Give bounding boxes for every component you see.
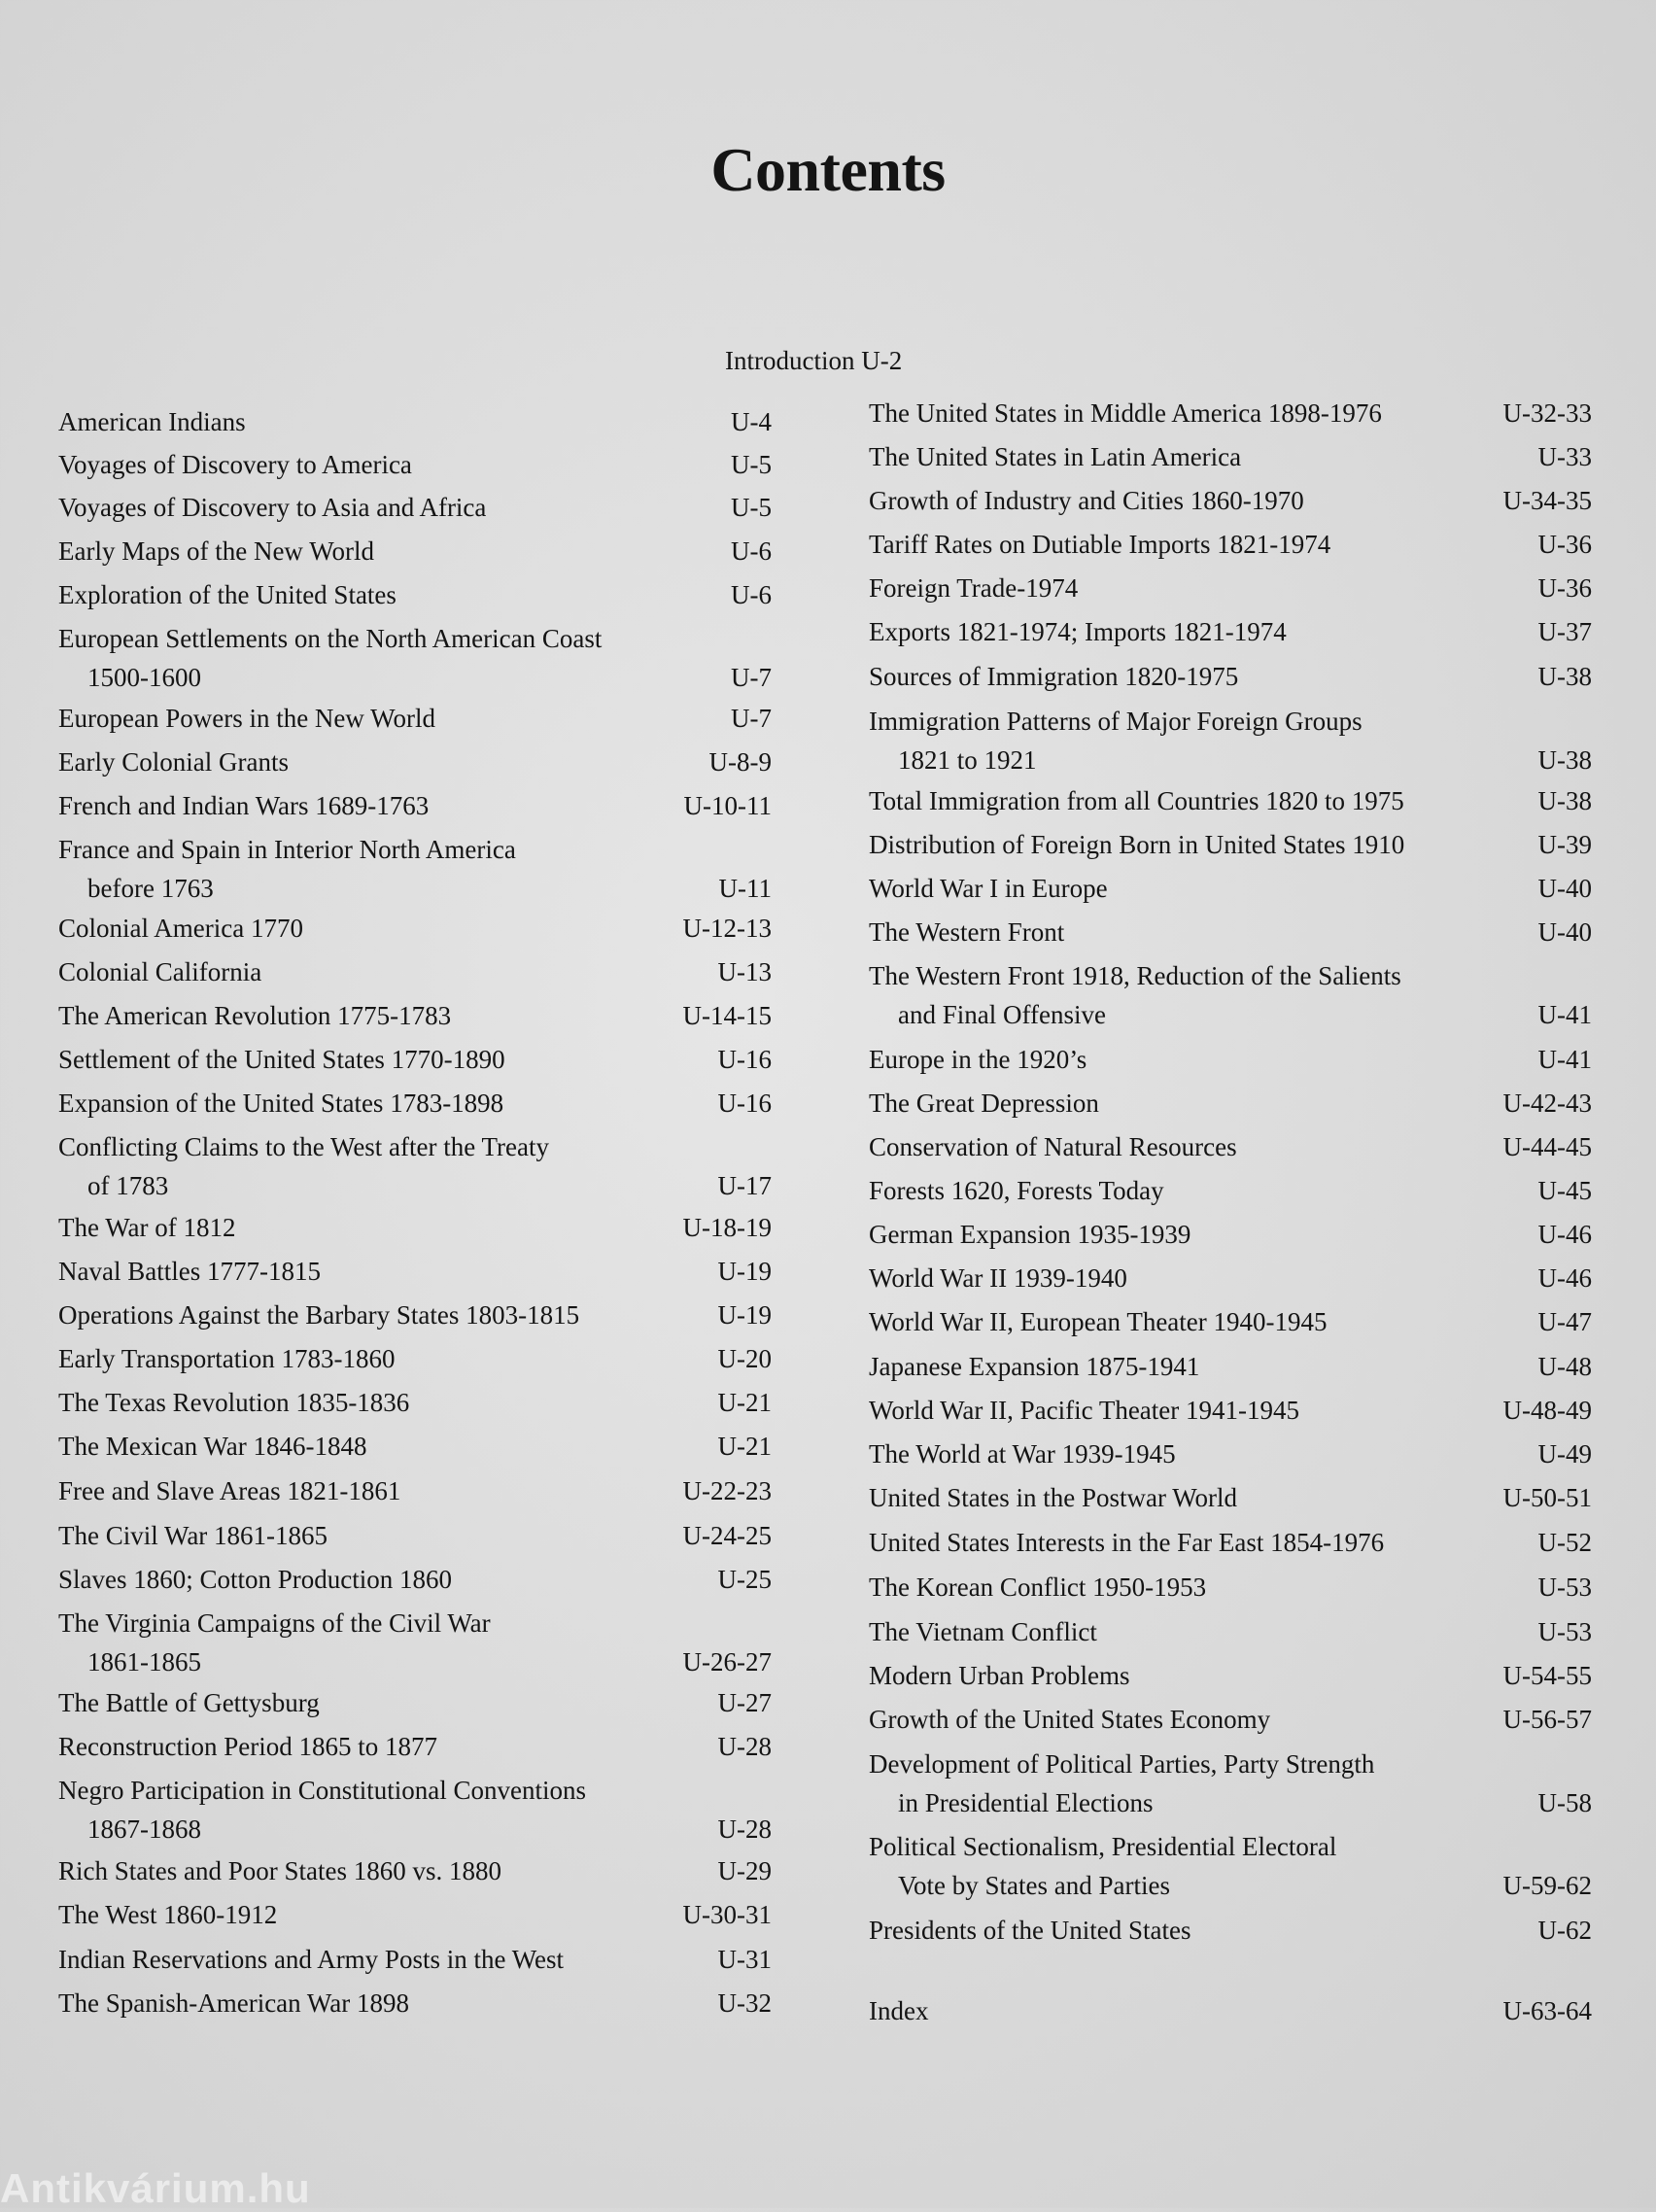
toc-entry-title-line: Early Colonial Grants bbox=[58, 747, 289, 777]
toc-entry-title-line: The Vietnam Conflict bbox=[869, 1617, 1097, 1646]
toc-entry-page: U-41 bbox=[1537, 1000, 1592, 1029]
toc-entry-title bbox=[869, 1612, 1592, 1651]
toc-entry bbox=[869, 525, 1592, 564]
toc-entry-page: U-50-51 bbox=[1502, 1483, 1592, 1512]
toc-entry-title bbox=[869, 956, 1491, 1034]
toc-entry-page: U-16 bbox=[717, 1045, 772, 1074]
toc-entry bbox=[869, 1700, 1592, 1739]
toc-entry-page: U-19 bbox=[717, 1257, 772, 1286]
toc-entry-title bbox=[58, 445, 772, 484]
toc-entry-title bbox=[869, 1656, 1592, 1695]
toc-entry-title bbox=[869, 1745, 1491, 1822]
toc-entry-title bbox=[58, 1252, 772, 1291]
toc-entry bbox=[869, 1827, 1592, 1905]
toc-entry-title-line: 1861-1865 bbox=[87, 1647, 201, 1676]
toc-entry-page: U-10-11 bbox=[683, 791, 772, 820]
toc-entry-title-line: German Expansion 1935-1939 bbox=[869, 1220, 1191, 1249]
toc-entry-title-line: The Texas Revolution 1835-1836 bbox=[58, 1388, 410, 1417]
toc-entry-page: U-5 bbox=[731, 450, 772, 479]
toc-entry bbox=[58, 1339, 772, 1378]
toc-entry-title-line: The World at War 1939-1945 bbox=[869, 1439, 1176, 1469]
toc-entry-title-line: World War II, European Theater 1940-1945 bbox=[869, 1307, 1328, 1336]
toc-entry-title-line: Exploration of the United States bbox=[58, 580, 397, 609]
toc-entry bbox=[58, 445, 772, 484]
toc-entry-page: U-30-31 bbox=[682, 1900, 772, 1929]
toc-entry bbox=[869, 702, 1592, 779]
toc-entry-title-line: Early Transportation 1783-1860 bbox=[58, 1344, 396, 1373]
toc-entry-title bbox=[869, 525, 1592, 564]
toc-entry-title-line: The Korean Conflict 1950-1953 bbox=[869, 1573, 1207, 1602]
toc-entry-title-line: Growth of Industry and Cities 1860-1970 bbox=[869, 486, 1304, 515]
toc-entry-title bbox=[58, 532, 772, 570]
toc-entry-page: U-25 bbox=[717, 1565, 772, 1594]
toc-entry-title-line: Reconstruction Period 1865 to 1877 bbox=[58, 1732, 437, 1761]
toc-entry-page: U-40 bbox=[1537, 917, 1592, 947]
toc-entry bbox=[58, 1895, 772, 1934]
toc-entry-title bbox=[869, 1523, 1592, 1562]
toc-entry bbox=[58, 909, 772, 948]
toc-entry-page: U-7 bbox=[731, 704, 772, 733]
toc-entry-title-line: Conservation of Natural Resources bbox=[869, 1132, 1237, 1161]
toc-entry-title-line: Growth of the United States Economy bbox=[869, 1705, 1271, 1734]
toc-entry-title bbox=[869, 781, 1592, 820]
introduction-entry: Introduction U-2 bbox=[725, 346, 903, 375]
toc-entry-page: U-38 bbox=[1537, 662, 1592, 691]
toc-entry-title-line: Voyages of Discovery to Asia and Africa bbox=[58, 493, 487, 522]
toc-entry-title-line: American Indians bbox=[58, 407, 246, 436]
toc-entry-title bbox=[58, 1427, 772, 1466]
toc-entry-title-line: Sources of Immigration 1820-1975 bbox=[869, 662, 1239, 691]
toc-entry-title bbox=[58, 1560, 772, 1599]
toc-entry-title bbox=[58, 619, 680, 697]
toc-entry-page: U-42-43 bbox=[1502, 1089, 1592, 1118]
toc-entry-title-line: 1500-1600 bbox=[87, 663, 201, 692]
toc-entry-title bbox=[869, 1434, 1592, 1473]
toc-entry-title-line: United States in the Postwar World bbox=[869, 1483, 1238, 1512]
toc-entry bbox=[869, 1434, 1592, 1473]
toc-entry-page: U-14-15 bbox=[682, 1001, 772, 1030]
toc-entry bbox=[869, 1568, 1592, 1607]
toc-entry-page: U-53 bbox=[1537, 1573, 1592, 1602]
toc-entry-title bbox=[58, 1771, 680, 1849]
toc-entry bbox=[58, 1560, 772, 1599]
toc-entry-title bbox=[869, 1827, 1491, 1905]
toc-entry bbox=[869, 1084, 1592, 1123]
toc-entry-page: U-21 bbox=[717, 1432, 772, 1461]
toc-entry-title-line: The Western Front 1918, Reduction of the Salients bbox=[869, 961, 1401, 990]
toc-entry-title bbox=[58, 1040, 772, 1079]
toc-entry-title bbox=[869, 657, 1592, 696]
toc-entry-title bbox=[58, 830, 680, 908]
toc-entry bbox=[869, 1745, 1592, 1822]
toc-entry-title-line: French and Indian Wars 1689-1763 bbox=[58, 791, 430, 820]
toc-entry-page: U-26-27 bbox=[682, 1647, 772, 1676]
toc-entry bbox=[58, 1984, 772, 2022]
toc-entry-page: U-40 bbox=[1537, 874, 1592, 903]
toc-entry-title-line: The American Revolution 1775-1783 bbox=[58, 1001, 452, 1030]
toc-entry bbox=[58, 532, 772, 570]
toc-entry bbox=[58, 1727, 772, 1766]
toc-entry-title-line: European Settlements on the North American Coast bbox=[58, 624, 603, 653]
toc-entry-page: U-37 bbox=[1537, 617, 1592, 646]
toc-entry-page: U-12-13 bbox=[682, 914, 772, 943]
toc-entry-page: U-21 bbox=[717, 1388, 772, 1417]
toc-entry bbox=[869, 1911, 1592, 1950]
toc-entry-title bbox=[58, 699, 772, 738]
toc-entry-title-line: Forests 1620, Forests Today bbox=[869, 1176, 1164, 1205]
toc-entry-page: U-48-49 bbox=[1502, 1396, 1592, 1425]
toc-entry bbox=[58, 1252, 772, 1291]
toc-entry-title-line: Modern Urban Problems bbox=[869, 1661, 1130, 1690]
toc-entry-title bbox=[869, 913, 1592, 951]
toc-entry-title-line: Japanese Expansion 1875-1941 bbox=[869, 1352, 1200, 1381]
toc-entry-title-line: Tariff Rates on Dutiable Imports 1821-1974 bbox=[869, 530, 1331, 559]
toc-entry-page: U-19 bbox=[717, 1300, 772, 1330]
toc-entry-title-line: Political Sectionalism, Presidential Electoral bbox=[869, 1832, 1337, 1861]
toc-entry-page: U-39 bbox=[1537, 830, 1592, 859]
toc-entry-title-line: Indian Reservations and Army Posts in the West bbox=[58, 1945, 565, 1974]
toc-entry-title-line: The West 1860-1912 bbox=[58, 1900, 278, 1929]
toc-entry-title bbox=[58, 996, 772, 1035]
toc-entry bbox=[58, 1040, 772, 1079]
toc-entry bbox=[58, 1383, 772, 1422]
toc-entry-title-line: Immigration Patterns of Major Foreign Groups bbox=[869, 707, 1363, 736]
toc-entry-page: U-20 bbox=[717, 1344, 772, 1373]
toc-entry-title-line: 1867-1868 bbox=[87, 1815, 201, 1844]
toc-entry-title-line: Colonial California bbox=[58, 957, 262, 986]
toc-entry bbox=[58, 1471, 772, 1510]
toc-entry-title-line: before 1763 bbox=[87, 874, 214, 903]
toc-entry-title bbox=[58, 1383, 772, 1422]
toc-entry-page: U-36 bbox=[1537, 530, 1592, 559]
toc-entry bbox=[869, 781, 1592, 820]
toc-entry bbox=[869, 1302, 1592, 1341]
toc-entry-page: U-16 bbox=[717, 1089, 772, 1118]
toc-entry bbox=[869, 1040, 1592, 1079]
toc-entry-page: U-27 bbox=[717, 1688, 772, 1717]
toc-entry-title bbox=[869, 1478, 1592, 1517]
toc-entry bbox=[58, 1604, 772, 1681]
toc-entry-title-line: World War II 1939-1940 bbox=[869, 1263, 1127, 1293]
toc-entry-title bbox=[869, 702, 1491, 779]
toc-entry-title bbox=[869, 1302, 1592, 1341]
toc-entry-title-line: 1821 to 1921 bbox=[898, 745, 1037, 775]
page-title: Contents bbox=[710, 135, 946, 204]
toc-entry-title bbox=[869, 1171, 1592, 1210]
toc-entry bbox=[58, 619, 772, 697]
toc-entry bbox=[869, 825, 1592, 864]
toc-entry-page: U-41 bbox=[1537, 1045, 1592, 1074]
toc-entry-title bbox=[58, 1471, 772, 1510]
toc-entry bbox=[58, 1683, 772, 1722]
toc-entry bbox=[869, 1215, 1592, 1254]
toc-entry-title-line: European Powers in the New World bbox=[58, 704, 435, 733]
toc-entry-page: U-28 bbox=[717, 1815, 772, 1844]
toc-entry-title bbox=[869, 1700, 1592, 1739]
toc-entry-title bbox=[869, 1084, 1592, 1123]
toc-entry-title bbox=[869, 437, 1592, 476]
toc-entry-title bbox=[58, 1895, 772, 1934]
toc-entry bbox=[58, 830, 772, 908]
toc-entry-title bbox=[869, 1347, 1592, 1386]
toc-entry bbox=[869, 1991, 1592, 2030]
toc-entry-page: U-17 bbox=[717, 1171, 772, 1200]
toc-entry-title bbox=[869, 394, 1592, 432]
toc-entry-page: U-52 bbox=[1537, 1528, 1592, 1557]
toc-entry-title bbox=[869, 569, 1592, 607]
toc-entry bbox=[869, 569, 1592, 607]
toc-entry-page: U-6 bbox=[731, 580, 772, 609]
toc-entry-title bbox=[869, 1127, 1592, 1166]
toc-entry bbox=[869, 394, 1592, 432]
toc-entry-title-line: Negro Participation in Constitutional Conventions bbox=[58, 1776, 586, 1805]
toc-entry bbox=[58, 1851, 772, 1890]
toc-entry-page: U-6 bbox=[731, 536, 772, 566]
toc-entry bbox=[58, 575, 772, 614]
toc-entry-title-line: in Presidential Elections bbox=[898, 1788, 1154, 1817]
toc-entry-title-line: Colonial America 1770 bbox=[58, 914, 303, 943]
toc-entry-page: U-53 bbox=[1537, 1617, 1592, 1646]
toc-entry-page: U-38 bbox=[1537, 745, 1592, 775]
toc-entry-title-line: Early Maps of the New World bbox=[58, 536, 375, 566]
toc-entry-page: U-24-25 bbox=[682, 1521, 772, 1550]
toc-entry-title-line: France and Spain in Interior North America bbox=[58, 835, 516, 864]
toc-entry-page: U-28 bbox=[717, 1732, 772, 1761]
toc-entry-title bbox=[869, 612, 1592, 651]
toc-entry-page: U-38 bbox=[1537, 786, 1592, 815]
toc-entry bbox=[869, 437, 1592, 476]
toc-entry-title-line: World War II, Pacific Theater 1941-1945 bbox=[869, 1396, 1300, 1425]
toc-entry bbox=[58, 743, 772, 781]
toc-entry-page: U-18-19 bbox=[682, 1213, 772, 1242]
toc-entry bbox=[58, 1296, 772, 1334]
toc-entry-title bbox=[58, 575, 772, 614]
toc-entry-title-line: World War I in Europe bbox=[869, 874, 1108, 903]
toc-entry-title bbox=[58, 1683, 772, 1722]
toc-entry-title-line: Rich States and Poor States 1860 vs. 1880 bbox=[58, 1856, 501, 1885]
toc-entry bbox=[58, 786, 772, 825]
toc-entry-title-line: The Virginia Campaigns of the Civil War bbox=[58, 1608, 491, 1638]
toc-entry bbox=[58, 1427, 772, 1466]
toc-entry-title bbox=[58, 1296, 772, 1334]
toc-entry-title-line: Operations Against the Barbary States 1803-1815 bbox=[58, 1300, 580, 1330]
toc-entry-title-line: The Great Depression bbox=[869, 1089, 1099, 1118]
toc-entry bbox=[58, 952, 772, 991]
toc-entry bbox=[869, 481, 1592, 520]
toc-entry-title-line: Exports 1821-1974; Imports 1821-1974 bbox=[869, 617, 1287, 646]
toc-entry-title bbox=[58, 1851, 772, 1890]
toc-entry bbox=[869, 1478, 1592, 1517]
toc-entry-page: U-4 bbox=[731, 407, 772, 436]
toc-entry-page: U-46 bbox=[1537, 1263, 1592, 1293]
toc-entry bbox=[869, 612, 1592, 651]
toc-entry-page: U-22-23 bbox=[682, 1476, 772, 1505]
toc-entry bbox=[58, 1771, 772, 1849]
toc-entry bbox=[58, 1127, 772, 1205]
toc-entry-page: U-63-64 bbox=[1502, 1996, 1592, 2025]
toc-entry-title-line: United States Interests in the Far East 1854-1976 bbox=[869, 1528, 1385, 1557]
toc-entry-title-line: The Civil War 1861-1865 bbox=[58, 1521, 328, 1550]
toc-entry-page: U-56-57 bbox=[1502, 1705, 1592, 1734]
toc-entry bbox=[58, 488, 772, 527]
toc-entry-title-line: and Final Offensive bbox=[898, 1000, 1106, 1029]
toc-entry-title bbox=[58, 1984, 772, 2022]
toc-entry-page: U-45 bbox=[1537, 1176, 1592, 1205]
toc-entry-page: U-46 bbox=[1537, 1220, 1592, 1249]
toc-entry-page: U-32 bbox=[717, 1988, 772, 2018]
toc-entry bbox=[869, 1347, 1592, 1386]
toc-entry-title-line: Naval Battles 1777-1815 bbox=[58, 1257, 321, 1286]
toc-entry-title bbox=[869, 1991, 1592, 2030]
toc-entry-page: U-32-33 bbox=[1502, 398, 1592, 428]
toc-entry-page: U-11 bbox=[718, 874, 772, 903]
toc-entry-title bbox=[58, 743, 772, 781]
toc-entry-page: U-47 bbox=[1537, 1307, 1592, 1336]
toc-entry-page: U-8-9 bbox=[708, 747, 772, 777]
toc-entry bbox=[869, 869, 1592, 908]
toc-entry-page: U-49 bbox=[1537, 1439, 1592, 1469]
toc-entry-title-line: The Battle of Gettysburg bbox=[58, 1688, 320, 1717]
toc-entry bbox=[869, 657, 1592, 696]
toc-entry-title bbox=[58, 952, 772, 991]
toc-entry-title-line: Index bbox=[869, 1996, 929, 2025]
toc-entry-title bbox=[869, 1259, 1592, 1297]
toc-entry-page: U-62 bbox=[1537, 1916, 1592, 1945]
toc-entry bbox=[869, 1656, 1592, 1695]
toc-entry-title-line: Presidents of the United States bbox=[869, 1916, 1191, 1945]
toc-entry-title-line: The Western Front bbox=[869, 917, 1065, 947]
toc-entry-title bbox=[58, 1940, 772, 1979]
toc-entry-title bbox=[869, 1215, 1592, 1254]
toc-entry-title-line: Expansion of the United States 1783-1898 bbox=[58, 1089, 504, 1118]
toc-entry-page: U-31 bbox=[717, 1945, 772, 1974]
toc-entry bbox=[58, 1084, 772, 1123]
toc-entry-title-line: Distribution of Foreign Born in United States 1910 bbox=[869, 830, 1405, 859]
toc-entry bbox=[58, 1940, 772, 1979]
toc-entry-title bbox=[58, 1127, 680, 1205]
toc-entry-title bbox=[58, 786, 772, 825]
toc-entry-title-line: of 1783 bbox=[87, 1171, 169, 1200]
toc-entry bbox=[58, 699, 772, 738]
toc-entry-page: U-36 bbox=[1537, 573, 1592, 603]
toc-entry-title bbox=[869, 1568, 1592, 1607]
toc-entry-title bbox=[869, 481, 1592, 520]
toc-entry bbox=[869, 1612, 1592, 1651]
toc-entry-title bbox=[58, 1208, 772, 1247]
toc-entry-title-line: Conflicting Claims to the West after the Treaty bbox=[58, 1132, 550, 1161]
toc-entry-title-line: The War of 1812 bbox=[58, 1213, 236, 1242]
toc-entry-page: U-7 bbox=[731, 663, 772, 692]
toc-entry bbox=[869, 1171, 1592, 1210]
toc-entry-title bbox=[58, 402, 772, 441]
toc-entry-title-line: Free and Slave Areas 1821-1861 bbox=[58, 1476, 401, 1505]
toc-entry bbox=[869, 956, 1592, 1034]
toc-entry-title-line: The Spanish-American War 1898 bbox=[58, 1988, 409, 2018]
toc-entry-page: U-29 bbox=[717, 1856, 772, 1885]
toc-entry-title-line: The United States in Latin America bbox=[869, 442, 1242, 471]
toc-entry bbox=[58, 402, 772, 441]
toc-entry-title bbox=[58, 1084, 772, 1123]
toc-entry-title-line: The Mexican War 1846-1848 bbox=[58, 1432, 367, 1461]
toc-entry bbox=[58, 996, 772, 1035]
toc-entry-title-line: Slaves 1860; Cotton Production 1860 bbox=[58, 1565, 452, 1594]
toc-entry-page: U-48 bbox=[1537, 1352, 1592, 1381]
toc-entry bbox=[58, 1516, 772, 1555]
toc-entry-title-line: Europe in the 1920’s bbox=[869, 1045, 1087, 1074]
toc-entry-page: U-34-35 bbox=[1502, 486, 1592, 515]
toc-entry-title bbox=[58, 1604, 680, 1681]
toc-entry bbox=[58, 1208, 772, 1247]
toc-entry-title bbox=[58, 488, 772, 527]
toc-entry-title bbox=[58, 909, 772, 948]
toc-entry-page: U-5 bbox=[731, 493, 772, 522]
toc-entry-title-line: Settlement of the United States 1770-1890 bbox=[58, 1045, 505, 1074]
toc-entry-title bbox=[58, 1727, 772, 1766]
toc-entry-title bbox=[869, 1911, 1592, 1950]
toc-entry-page: U-54-55 bbox=[1502, 1661, 1592, 1690]
toc-entry-title-line: Total Immigration from all Countries 1820 to 1975 bbox=[869, 786, 1404, 815]
toc-entry-page: U-58 bbox=[1537, 1788, 1592, 1817]
toc-entry bbox=[869, 913, 1592, 951]
toc-entry-title-line: Foreign Trade-1974 bbox=[869, 573, 1079, 603]
toc-entry-title-line: Vote by States and Parties bbox=[898, 1871, 1170, 1900]
toc-entry-title bbox=[869, 1040, 1592, 1079]
toc-entry-title bbox=[58, 1339, 772, 1378]
toc-entry bbox=[869, 1259, 1592, 1297]
toc-entry bbox=[869, 1127, 1592, 1166]
toc-entry-title-line: The United States in Middle America 1898-1976 bbox=[869, 398, 1382, 428]
toc-entry-page: U-44-45 bbox=[1502, 1132, 1592, 1161]
toc-entry-page: U-59-62 bbox=[1502, 1871, 1592, 1900]
toc-entry-title bbox=[869, 869, 1592, 908]
toc-entry-title bbox=[58, 1516, 772, 1555]
toc-entry-title bbox=[869, 1391, 1592, 1430]
toc-entry-title-line: Voyages of Discovery to America bbox=[58, 450, 412, 479]
toc-entry bbox=[869, 1523, 1592, 1562]
toc-entry-page: U-33 bbox=[1537, 442, 1592, 471]
toc-entry-page: U-13 bbox=[717, 957, 772, 986]
watermark: Antikvárium.hu bbox=[0, 2165, 311, 2211]
toc-entry bbox=[869, 1391, 1592, 1430]
toc-entry-title-line: Development of Political Parties, Party Strength bbox=[869, 1749, 1375, 1779]
toc-entry-title bbox=[869, 825, 1592, 864]
